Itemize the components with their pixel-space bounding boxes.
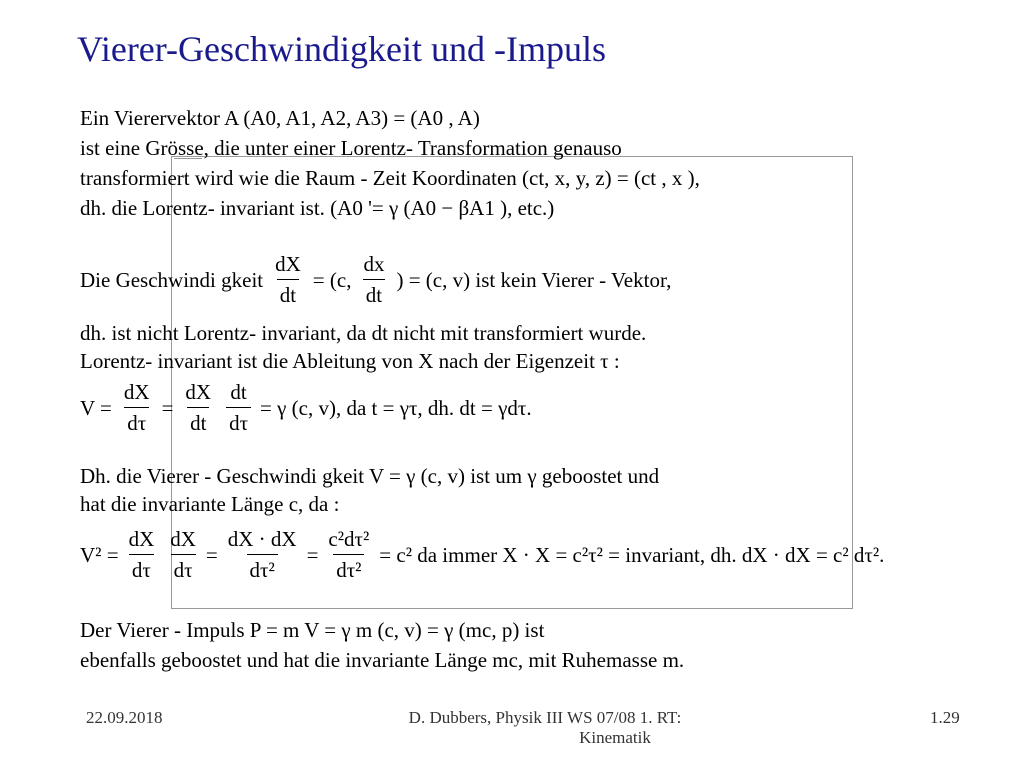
footer-page-number: 1.29 xyxy=(930,708,960,727)
footer-author xyxy=(370,708,720,748)
text-line-ruhemasse: ebenfalls geboostet und hat die invariante Länge mc, mit Ruhemasse m. xyxy=(80,648,685,672)
frac-num: dX xyxy=(275,252,301,276)
frac-den: dτ² xyxy=(333,554,364,583)
equation-geschwindigkeit xyxy=(80,252,671,308)
text-line-invariante-laenge: hat die invariante Länge c, da : xyxy=(80,492,340,516)
eq-v: V = xyxy=(80,395,112,420)
text-line-vierervektor: Ein Vierervektor A (A0, A1, A2, A3) = (A0 , A) xyxy=(80,106,480,130)
frac-num: dX xyxy=(185,380,212,404)
text-line-groesse: ist eine Grösse, die unter einer Lorentz- Transformation genauso xyxy=(80,136,622,160)
eq-tail: ) = (c, v) ist kein Vierer - Vektor, xyxy=(396,267,672,292)
footer-author-line1: D. Dubbers, Physik III WS 07/08 1. RT: xyxy=(408,708,682,727)
frac-den: dτ xyxy=(226,407,251,436)
text-line-nicht-invariant: dh. ist nicht Lorentz- invariant, da dt nicht mit transformiert wurde. xyxy=(80,321,647,345)
eq-mid: = (c, xyxy=(312,267,352,292)
eq-tail: = γ (c, v), da t = γτ, dh. dt = γdτ. xyxy=(260,395,532,420)
equation-vierer-geschwindigkeit xyxy=(80,380,532,436)
fraction-c2dtau2-dtau2 xyxy=(325,527,372,583)
eq-equals: = xyxy=(306,542,319,567)
frac-num: dX xyxy=(170,527,196,551)
fraction-dX-dtau xyxy=(126,527,158,583)
fraction-dX-dtau xyxy=(167,527,199,583)
fraction-dX-dt xyxy=(272,252,304,308)
frac-den: dt xyxy=(363,279,385,308)
fraction-dX-dtau xyxy=(121,380,153,436)
equation-v-squared xyxy=(80,527,884,583)
text-line-eigenzeit: Lorentz- invariant ist die Ableitung von X nach der Eigenzeit τ : xyxy=(80,349,620,373)
eq-equals: = xyxy=(161,395,174,420)
text-line-invariant: dh. die Lorentz- invariant ist. (A0 '= γ (A0 − βA1 ), etc.) xyxy=(80,196,555,220)
eq-v2: V² = xyxy=(80,542,119,567)
slide-title: Vierer-Geschwindigkeit und -Impuls xyxy=(77,29,606,69)
frac-den: dτ xyxy=(129,554,154,583)
frac-num: dX xyxy=(123,380,150,404)
fraction-dXdX-dtau2 xyxy=(225,527,300,583)
eq-lead: Die Geschwindi gkeit xyxy=(80,267,264,292)
frac-den: dτ² xyxy=(247,554,278,583)
frac-num: dX · dX xyxy=(227,527,297,551)
footer-date: 22.09.2018 xyxy=(86,708,163,727)
eq-tail: = c² da immer X · X = c²τ² = invariant, dh. dX · dX = c² dτ². xyxy=(379,542,885,567)
frac-den: dt xyxy=(187,407,209,436)
fraction-dt-dtau xyxy=(226,380,251,436)
frac-den: dτ xyxy=(124,407,149,436)
frac-num: dX xyxy=(128,527,155,551)
frac-den: dt xyxy=(277,279,299,308)
frac-den: dτ xyxy=(171,554,196,583)
footer-author-line2: Kinematik xyxy=(579,728,651,747)
eq-equals: = xyxy=(205,542,218,567)
text-line-geboostet: Dh. die Vierer - Geschwindi gkeit V = γ (c, v) ist um γ geboostet und xyxy=(80,464,660,488)
text-line-vierer-impuls: Der Vierer - Impuls P = m V = γ m (c, v) = γ (mc, p) ist xyxy=(80,618,545,642)
text-line-transformiert: transformiert wird wie die Raum - Zeit Koordinaten (ct, x, y, z) = (ct , x ), xyxy=(80,166,700,190)
frac-num: dt xyxy=(230,380,247,404)
fraction-dX-dt xyxy=(182,380,214,436)
fraction-dx-dt xyxy=(360,252,387,308)
frac-num: c²dτ² xyxy=(328,527,370,551)
frac-num: dx xyxy=(363,252,385,276)
